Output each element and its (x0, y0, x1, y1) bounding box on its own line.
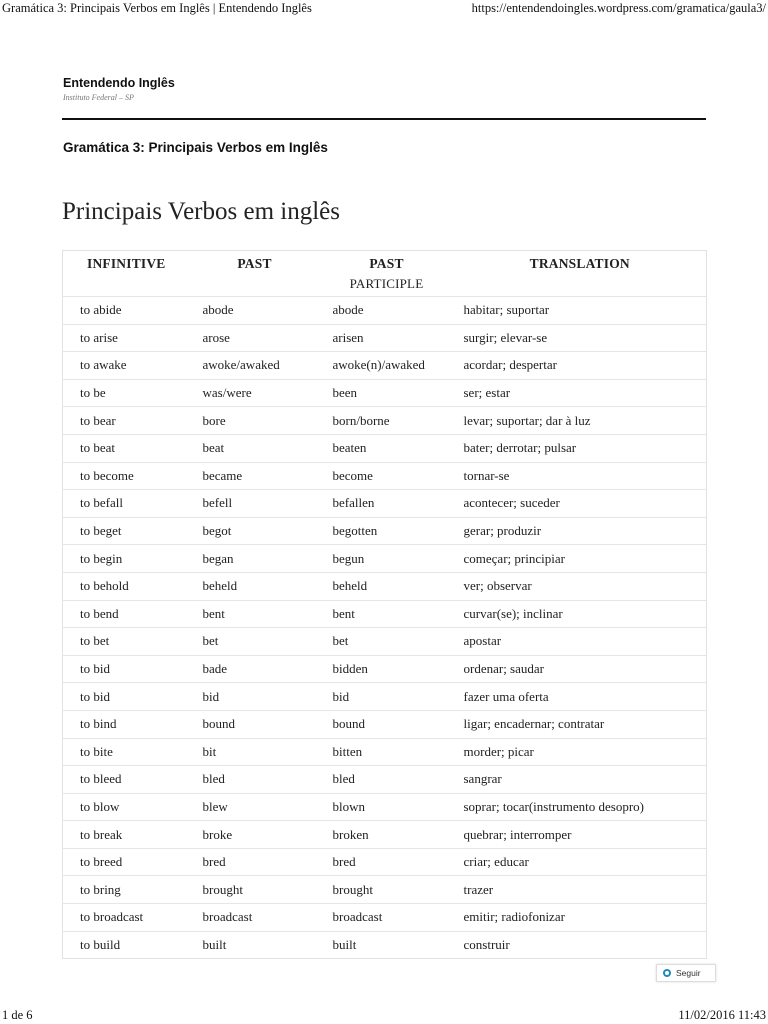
print-page-url: https://entendendoingles.wordpress.com/gramatica/gaula3/ (471, 1, 766, 15)
cell-past: blew (190, 793, 320, 821)
cell-translation: criar; educar (454, 848, 707, 876)
table-row (63, 655, 707, 683)
cell-translation: começar; principiar (454, 545, 707, 573)
header-infinitive: INFINITIVE (86, 256, 166, 271)
cell-infinitive: to abide (63, 297, 190, 325)
cell-past-participle: bidden (320, 655, 454, 683)
cell-past-participle: abode (320, 297, 454, 325)
cell-translation: quebrar; interromper (454, 821, 707, 849)
table-row (63, 490, 707, 518)
cell-past: bound (190, 710, 320, 738)
cell-infinitive: to breed (63, 848, 190, 876)
cell-past: became (190, 462, 320, 490)
cell-infinitive: to beget (63, 517, 190, 545)
cell-past-participle: bet (320, 628, 454, 656)
cell-translation: emitir; radiofonizar (454, 904, 707, 932)
print-page-title: Gramática 3: Principais Verbos em Inglês | Entendendo Inglês (2, 1, 312, 15)
cell-infinitive: to become (63, 462, 190, 490)
table-row (63, 710, 707, 738)
cell-translation: sangrar (454, 766, 707, 794)
cell-past-participle: bled (320, 766, 454, 794)
cell-infinitive: to beat (63, 434, 190, 462)
cell-past-participle: become (320, 462, 454, 490)
cell-infinitive: to awake (63, 352, 190, 380)
verb-table (62, 250, 707, 959)
table-row (63, 683, 707, 711)
table-row (63, 600, 707, 628)
cell-infinitive: to blow (63, 793, 190, 821)
post-title: Gramática 3: Principais Verbos em Inglês (63, 140, 328, 155)
table-row (63, 517, 707, 545)
print-page-number: 1 de 6 (2, 1008, 33, 1022)
header-divider (62, 118, 706, 120)
cell-infinitive: to build (63, 931, 190, 959)
site-title[interactable]: Entendendo Inglês (63, 76, 175, 90)
cell-infinitive: to bite (63, 738, 190, 766)
cell-infinitive: to bid (63, 683, 190, 711)
cell-infinitive: to bet (63, 628, 190, 656)
cell-translation: surgir; elevar-se (454, 324, 707, 352)
header-translation: TRANSLATION (529, 256, 630, 271)
cell-past-participle: brought (320, 876, 454, 904)
cell-past: bred (190, 848, 320, 876)
table-row (63, 297, 707, 325)
cell-infinitive: to broadcast (63, 904, 190, 932)
cell-past-participle: born/borne (320, 407, 454, 435)
cell-past-participle: blown (320, 793, 454, 821)
cell-past-participle: arisen (320, 324, 454, 352)
cell-infinitive: to break (63, 821, 190, 849)
cell-past: awoke/awaked (190, 352, 320, 380)
cell-past: broke (190, 821, 320, 849)
header-past: PAST (237, 256, 272, 271)
cell-translation: soprar; tocar(instrumento desopro) (454, 793, 707, 821)
cell-past-participle: bitten (320, 738, 454, 766)
cell-past-participle: bent (320, 600, 454, 628)
cell-past-participle: befallen (320, 490, 454, 518)
cell-infinitive: to arise (63, 324, 190, 352)
cell-past: broadcast (190, 904, 320, 932)
cell-past-participle: bound (320, 710, 454, 738)
table-row (63, 821, 707, 849)
cell-infinitive: to befall (63, 490, 190, 518)
cell-translation: ordenar; saudar (454, 655, 707, 683)
cell-infinitive: to bend (63, 600, 190, 628)
table-row (63, 462, 707, 490)
table-row (63, 352, 707, 380)
cell-translation: ser; estar (454, 379, 707, 407)
follow-label: Seguir (676, 968, 701, 978)
cell-translation: morder; picar (454, 738, 707, 766)
cell-past: was/were (190, 379, 320, 407)
cell-past-participle: bred (320, 848, 454, 876)
cell-past-participle: broken (320, 821, 454, 849)
cell-past: bade (190, 655, 320, 683)
cell-past: bore (190, 407, 320, 435)
table-row (63, 793, 707, 821)
cell-translation: habitar; suportar (454, 297, 707, 325)
cell-translation: ligar; encadernar; contratar (454, 710, 707, 738)
cell-translation: ver; observar (454, 572, 707, 600)
cell-translation: trazer (454, 876, 707, 904)
cell-infinitive: to bring (63, 876, 190, 904)
cell-past: beheld (190, 572, 320, 600)
table-row (63, 904, 707, 932)
cell-infinitive: to begin (63, 545, 190, 573)
print-header (0, 0, 768, 18)
verb-table-body (63, 297, 707, 959)
content-heading: Principais Verbos em inglês (62, 198, 340, 225)
site-description: Instituto Federal – SP (63, 93, 134, 102)
cell-translation: bater; derrotar; pulsar (454, 434, 707, 462)
table-row (63, 379, 707, 407)
wordpress-icon (663, 969, 671, 977)
table-row (63, 738, 707, 766)
table-row (63, 434, 707, 462)
header-past-participle-line1: PAST (369, 256, 404, 271)
cell-infinitive: to bid (63, 655, 190, 683)
cell-translation: acontecer; suceder (454, 490, 707, 518)
cell-past-participle: beaten (320, 434, 454, 462)
cell-past: bent (190, 600, 320, 628)
table-row (63, 766, 707, 794)
cell-past: bit (190, 738, 320, 766)
cell-infinitive: to behold (63, 572, 190, 600)
table-row (63, 572, 707, 600)
cell-translation: acordar; despertar (454, 352, 707, 380)
cell-infinitive: to bind (63, 710, 190, 738)
table-row (63, 324, 707, 352)
cell-past-participle: bid (320, 683, 454, 711)
cell-past-participle: built (320, 931, 454, 959)
print-datetime: 11/02/2016 11:43 (678, 1008, 766, 1022)
follow-button[interactable] (656, 964, 716, 982)
cell-translation: curvar(se); inclinar (454, 600, 707, 628)
cell-translation: levar; suportar; dar à luz (454, 407, 707, 435)
cell-past-participle: broadcast (320, 904, 454, 932)
header-past-participle-line2: PARTICIPLE (349, 276, 424, 291)
cell-translation: gerar; produzir (454, 517, 707, 545)
cell-past: abode (190, 297, 320, 325)
cell-past: brought (190, 876, 320, 904)
table-row (63, 545, 707, 573)
cell-past: built (190, 931, 320, 959)
cell-translation: tornar-se (454, 462, 707, 490)
cell-past: arose (190, 324, 320, 352)
cell-past: bet (190, 628, 320, 656)
table-row (63, 876, 707, 904)
cell-past-participle: begun (320, 545, 454, 573)
table-header-row (63, 251, 707, 297)
cell-past-participle: awoke(n)/awaked (320, 352, 454, 380)
cell-past: began (190, 545, 320, 573)
cell-infinitive: to bleed (63, 766, 190, 794)
print-footer (0, 1006, 768, 1024)
header-past-participle (320, 251, 454, 297)
cell-past: bled (190, 766, 320, 794)
table-row (63, 848, 707, 876)
cell-translation: construir (454, 931, 707, 959)
cell-past: bid (190, 683, 320, 711)
table-row (63, 628, 707, 656)
cell-past-participle: beheld (320, 572, 454, 600)
cell-translation: apostar (454, 628, 707, 656)
cell-infinitive: to be (63, 379, 190, 407)
cell-past-participle: been (320, 379, 454, 407)
cell-translation: fazer uma oferta (454, 683, 707, 711)
cell-infinitive: to bear (63, 407, 190, 435)
cell-past-participle: begotten (320, 517, 454, 545)
table-row (63, 931, 707, 959)
cell-past: beat (190, 434, 320, 462)
table-row (63, 407, 707, 435)
cell-past: befell (190, 490, 320, 518)
cell-past: begot (190, 517, 320, 545)
